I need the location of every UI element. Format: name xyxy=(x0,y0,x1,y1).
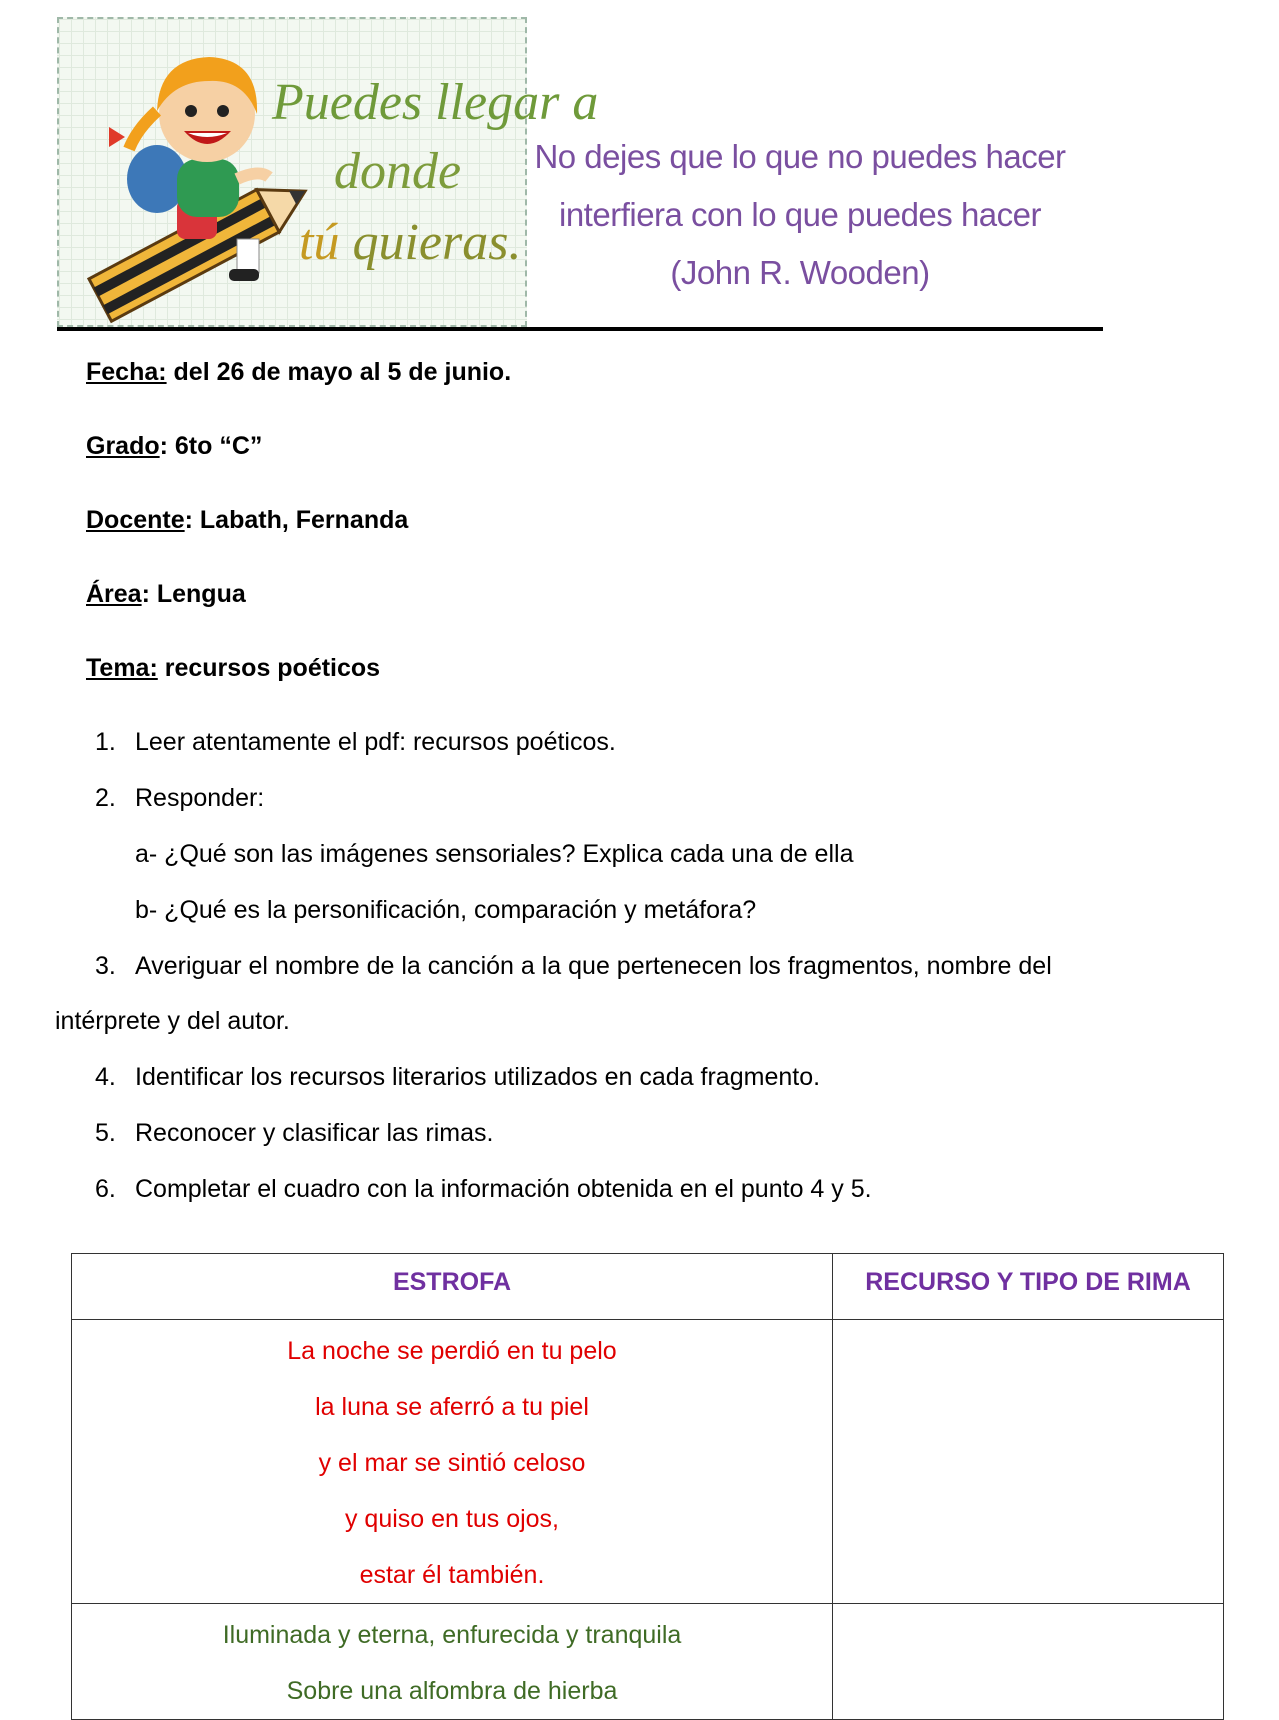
task-4-number: 4. xyxy=(95,1063,116,1091)
banner-image xyxy=(57,17,599,327)
task-1-number: 1. xyxy=(95,728,116,756)
docente-value: : Labath, Fernanda xyxy=(184,506,409,534)
task-5-number: 5. xyxy=(95,1119,116,1147)
docente-row xyxy=(86,506,408,535)
col-header-recurso: RECURSO Y TIPO DE RIMA xyxy=(833,1254,1224,1320)
table-row xyxy=(72,1320,1224,1604)
docente-label: Docente xyxy=(86,506,185,534)
stanza-1-cell xyxy=(72,1320,833,1604)
fecha-label: Fecha: xyxy=(86,358,167,386)
quote-line-2: interfiera con lo que puedes hacer xyxy=(559,196,1041,233)
answer-cell-1[interactable] xyxy=(833,1320,1224,1604)
slogan-line-2: donde xyxy=(334,143,462,200)
stanza-1-line: y quiso en tus ojos, xyxy=(344,1505,559,1533)
stanza-1-line: La noche se perdió en tu pelo xyxy=(287,1337,617,1365)
stanza-2-line: Sobre una alfombra de hierba xyxy=(286,1677,618,1705)
task-3-text: Averiguar el nombre de la canción a la que pertenecen los fragmentos, nombre del xyxy=(135,952,1052,980)
grado-label: Grado xyxy=(86,432,160,460)
grado-row xyxy=(86,432,262,461)
task-2 xyxy=(95,784,264,813)
task-2-number: 2. xyxy=(95,784,116,812)
area-label: Área xyxy=(86,580,142,608)
task-4 xyxy=(95,1063,820,1092)
task-5 xyxy=(95,1119,493,1148)
stanza-2-line: Iluminada y eterna, enfurecida y tranquila xyxy=(222,1621,682,1649)
motivational-quote xyxy=(520,128,1080,302)
slogan-line-3-rest: quieras. xyxy=(339,214,522,271)
fecha-row xyxy=(86,358,511,387)
area-row xyxy=(86,580,246,609)
area-value: : Lengua xyxy=(141,580,246,608)
tema-row xyxy=(86,654,380,683)
task-2b: b- ¿Qué es la personificación, comparación y metáfora? xyxy=(135,896,757,924)
task-6-number: 6. xyxy=(95,1175,116,1203)
task-3-number: 3. xyxy=(95,952,116,980)
task-1 xyxy=(95,728,616,757)
task-1-text: Leer atentamente el pdf: recursos poéticos. xyxy=(135,728,616,756)
answer-cell-2[interactable] xyxy=(833,1604,1224,1720)
quote-author: (John R. Wooden) xyxy=(670,254,930,291)
col-header-estrofa: ESTROFA xyxy=(72,1254,833,1320)
stanza-2-cell xyxy=(72,1604,833,1720)
task-3 xyxy=(95,952,1052,981)
fecha-value: del 26 de mayo al 5 de junio. xyxy=(166,358,512,386)
quote-line-1: No dejes que lo que no puedes hacer xyxy=(534,138,1066,175)
header-divider xyxy=(57,327,1103,331)
task-6-text: Completar el cuadro con la información obtenida en el punto 4 y 5. xyxy=(135,1175,872,1203)
table-header-row xyxy=(72,1254,1224,1320)
tema-label: Tema: xyxy=(86,654,158,682)
tema-value: recursos poéticos xyxy=(157,654,381,682)
task-6 xyxy=(95,1175,872,1204)
table-row xyxy=(72,1604,1224,1720)
task-2a: a- ¿Qué son las imágenes sensoriales? Explica cada una de ella xyxy=(135,840,854,868)
task-5-text: Reconocer y clasificar las rimas. xyxy=(135,1119,494,1147)
activity-table xyxy=(71,1253,1224,1720)
task-2-text: Responder: xyxy=(135,784,265,812)
grado-value: : 6to “C” xyxy=(159,432,263,460)
stanza-1-line: estar él también. xyxy=(359,1561,545,1589)
stanza-1-line: y el mar se sintió celoso xyxy=(318,1449,586,1477)
slogan-line-3 xyxy=(299,214,522,271)
task-4-text: Identificar los recursos literarios utilizados en cada fragmento. xyxy=(135,1063,821,1091)
stanza-1-line: la luna se aferró a tu piel xyxy=(315,1393,589,1421)
slogan-accent-word: tú xyxy=(299,214,340,271)
task-3-continuation: intérprete y del autor. xyxy=(55,1007,290,1035)
slogan-line-1: Puedes llegar a xyxy=(272,74,599,131)
